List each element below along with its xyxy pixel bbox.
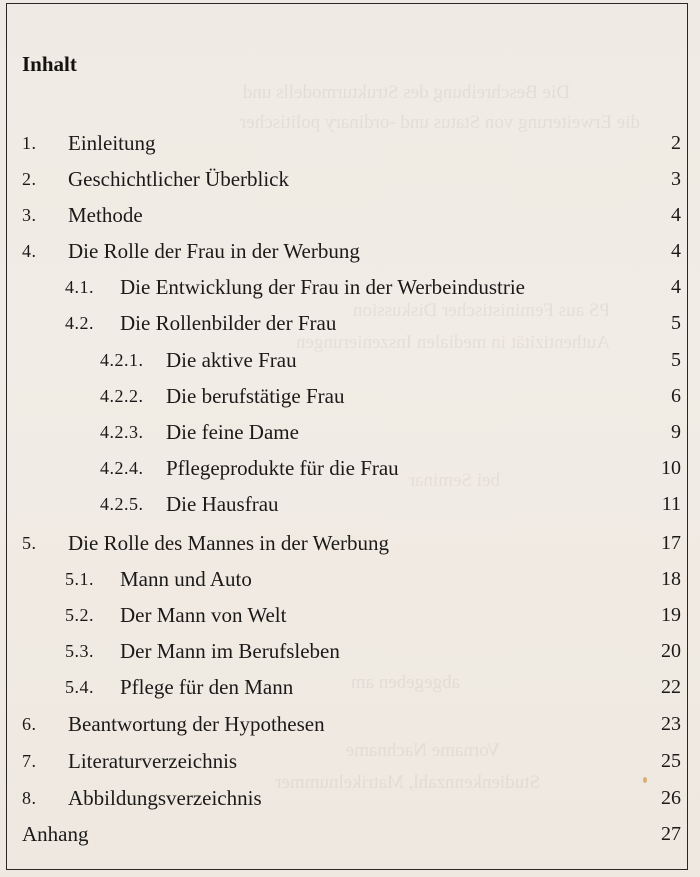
entry-number: 5.3. <box>65 641 94 661</box>
entry-page: 11 <box>661 493 681 515</box>
entry-page: 25 <box>661 750 681 772</box>
entry-page: 27 <box>661 823 681 845</box>
entry-title: Pflege für den Mann <box>120 675 294 699</box>
entry-page: 5 <box>671 349 681 371</box>
entry-page: 5 <box>671 312 681 334</box>
entry-number: 4.2.1. <box>100 350 144 370</box>
entry-title: Der Mann von Welt <box>120 603 287 627</box>
entry-page: 4 <box>671 204 681 226</box>
bleed-line: abgegeben am <box>350 672 460 693</box>
entry-page: 18 <box>661 568 681 590</box>
entry-title: Methode <box>68 203 143 227</box>
entry-title: Beantwortung der Hypothesen <box>68 712 325 736</box>
toc-entry[interactable] <box>0 598 700 632</box>
entry-page: 23 <box>661 713 681 735</box>
toc-entry[interactable] <box>0 234 700 268</box>
toc-entry[interactable] <box>0 634 700 668</box>
bleed-line: die Erweiterung von Status und -ordinary politischer <box>240 112 640 133</box>
toc-entry[interactable] <box>0 198 700 232</box>
entry-number: 4.2. <box>65 313 94 333</box>
entry-number: 6. <box>22 714 37 734</box>
entry-number: 1. <box>22 133 37 153</box>
entry-page: 22 <box>661 676 681 698</box>
entry-title: Abbildungsverzeichnis <box>68 786 262 810</box>
entry-page: 19 <box>661 604 681 626</box>
entry-number: 4. <box>22 241 37 261</box>
toc-entry[interactable] <box>0 487 700 521</box>
toc-entry[interactable] <box>0 126 700 160</box>
entry-page: 4 <box>671 276 681 298</box>
toc-entry[interactable] <box>0 270 700 304</box>
entry-title: Die berufstätige Frau <box>166 384 345 408</box>
entry-title: Die Rolle der Frau in der Werbung <box>68 239 360 263</box>
toc-entry[interactable] <box>0 379 700 413</box>
entry-number: 5.1. <box>65 569 94 589</box>
entry-page: 10 <box>661 457 681 479</box>
entry-title: Der Mann im Berufsleben <box>120 639 340 663</box>
bleed-line: Authentizität in medialen Inszenierungen <box>296 332 610 353</box>
entry-page: 2 <box>671 132 681 154</box>
entry-page: 6 <box>671 385 681 407</box>
toc-entry[interactable] <box>0 781 700 815</box>
paper-stain <box>643 777 647 783</box>
entry-page: 3 <box>671 168 681 190</box>
entry-title: Literaturverzeichnis <box>68 749 238 773</box>
entry-number: 4.2.2. <box>100 386 144 406</box>
entry-title: Die Hausfrau <box>166 492 279 516</box>
toc-entry[interactable] <box>0 670 700 704</box>
entry-number: 4.2.3. <box>100 422 144 442</box>
toc-entry[interactable] <box>0 526 700 560</box>
toc-entry[interactable] <box>0 306 700 340</box>
entry-title: Geschichtlicher Überblick <box>68 167 289 191</box>
bleed-line: Vorname Nachname <box>345 740 500 761</box>
entry-page: 9 <box>671 421 681 443</box>
entry-title: Die Rolle des Mannes in der Werbung <box>68 531 390 555</box>
entry-number: 8. <box>22 788 37 808</box>
entry-title: Die Entwicklung der Frau in der Werbeindustrie <box>120 275 525 299</box>
entry-page: 17 <box>661 532 681 554</box>
toc-entry[interactable] <box>0 817 700 851</box>
entry-page: 20 <box>661 640 681 662</box>
toc-entry[interactable] <box>0 415 700 449</box>
toc-entry[interactable] <box>0 707 700 741</box>
toc-entry[interactable] <box>0 451 700 485</box>
entry-page: 4 <box>671 240 681 262</box>
entry-number: 2. <box>22 169 37 189</box>
bleed-line: Die Beschreibung des Strukturmodells und <box>242 82 570 103</box>
entry-title: Einleitung <box>68 131 156 155</box>
entry-number: 5.4. <box>65 677 94 697</box>
entry-number: 4.1. <box>65 277 94 297</box>
bleed-line: PS aus Feministischer Diskussion <box>352 300 610 321</box>
entry-title: Die Rollenbilder der Frau <box>120 311 337 335</box>
entry-number: 4.2.4. <box>100 458 144 478</box>
entry-number: 3. <box>22 205 37 225</box>
entry-title: Pflegeprodukte für die Frau <box>166 456 399 480</box>
bleed-line: Studienkennzahl, Matrikelnummer <box>275 772 540 793</box>
toc-heading: Inhalt <box>22 52 77 76</box>
toc-entry[interactable] <box>0 744 700 778</box>
entry-title: Die feine Dame <box>166 420 299 444</box>
entry-number: 7. <box>22 751 37 771</box>
bleed-line: bei Seminar <box>408 470 500 491</box>
toc-entry[interactable] <box>0 343 700 377</box>
entry-page: 26 <box>661 787 681 809</box>
entry-title: Anhang <box>22 822 89 846</box>
toc-entry[interactable] <box>0 162 700 196</box>
entry-title: Mann und Auto <box>120 567 252 591</box>
toc-entry[interactable] <box>0 562 700 596</box>
entry-title: Die aktive Frau <box>166 348 297 372</box>
entry-number: 5. <box>22 533 37 553</box>
entry-number: 5.2. <box>65 605 94 625</box>
entry-number: 4.2.5. <box>100 494 144 514</box>
